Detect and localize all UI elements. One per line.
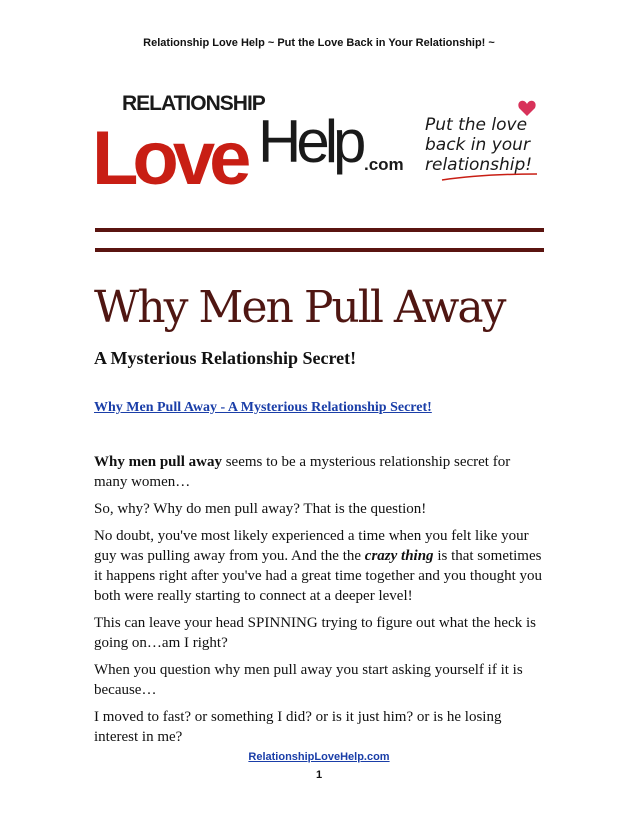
paragraph-2: So, why? Why do men pull away? That is the question! [94, 501, 427, 517]
heart-icon [518, 101, 535, 116]
footer-site-link[interactable]: RelationshipLoveHelp.com [248, 751, 390, 763]
paragraph-6: I moved to fast? or something I did? or is it just him? or is he losing interest in me? [94, 709, 502, 745]
divider-rule-bottom [95, 248, 544, 252]
paragraph-3-text-a: No doubt, you've most likely experienced a time when you felt like your guy was pulling away from you. And the the [94, 528, 529, 564]
page-number: 1 [315, 769, 323, 781]
logo [90, 88, 550, 198]
paragraph-5: When you question why men pull away you start asking yourself if it is because… [94, 662, 523, 698]
paragraph-3-text-b: is that sometimes it happens right after you've had a great time together and you thought you both were really starting to connect at a deeper level! [94, 548, 542, 604]
paragraph-1-bold: Why men pull away [94, 454, 222, 470]
paragraph-3 [94, 526, 544, 606]
logo-love: Love [92, 116, 246, 198]
logo-relationship: RELATIONSHIP [122, 92, 265, 115]
logo-help: Help [258, 108, 362, 175]
divider-rule-top [95, 228, 544, 232]
running-header: Relationship Love Help ~ Put the Love Back in Your Relationship! ~ [143, 37, 495, 49]
article-title-link[interactable]: Why Men Pull Away - A Mysterious Relationship Secret! [94, 400, 432, 415]
article-subtitle: A Mysterious Relationship Secret! [94, 348, 357, 368]
logo-dotcom: .com [364, 155, 404, 174]
paragraph-1-text: seems to be a mysterious relationship secret for many women… [94, 454, 511, 490]
article-title: Why Men Pull Away [94, 282, 505, 333]
logo-tagline-2: back in your [425, 135, 530, 155]
paragraph-4: This can leave your head SPINNING trying to figure out what the heck is going on…am I right? [94, 615, 536, 651]
logo-tagline-1: Put the love [425, 115, 528, 135]
logo-tagline-3: relationship! [425, 155, 533, 175]
paragraph-3-emphasis: crazy thing [364, 548, 434, 564]
article-body [94, 452, 544, 754]
paragraph-1 [94, 452, 544, 492]
